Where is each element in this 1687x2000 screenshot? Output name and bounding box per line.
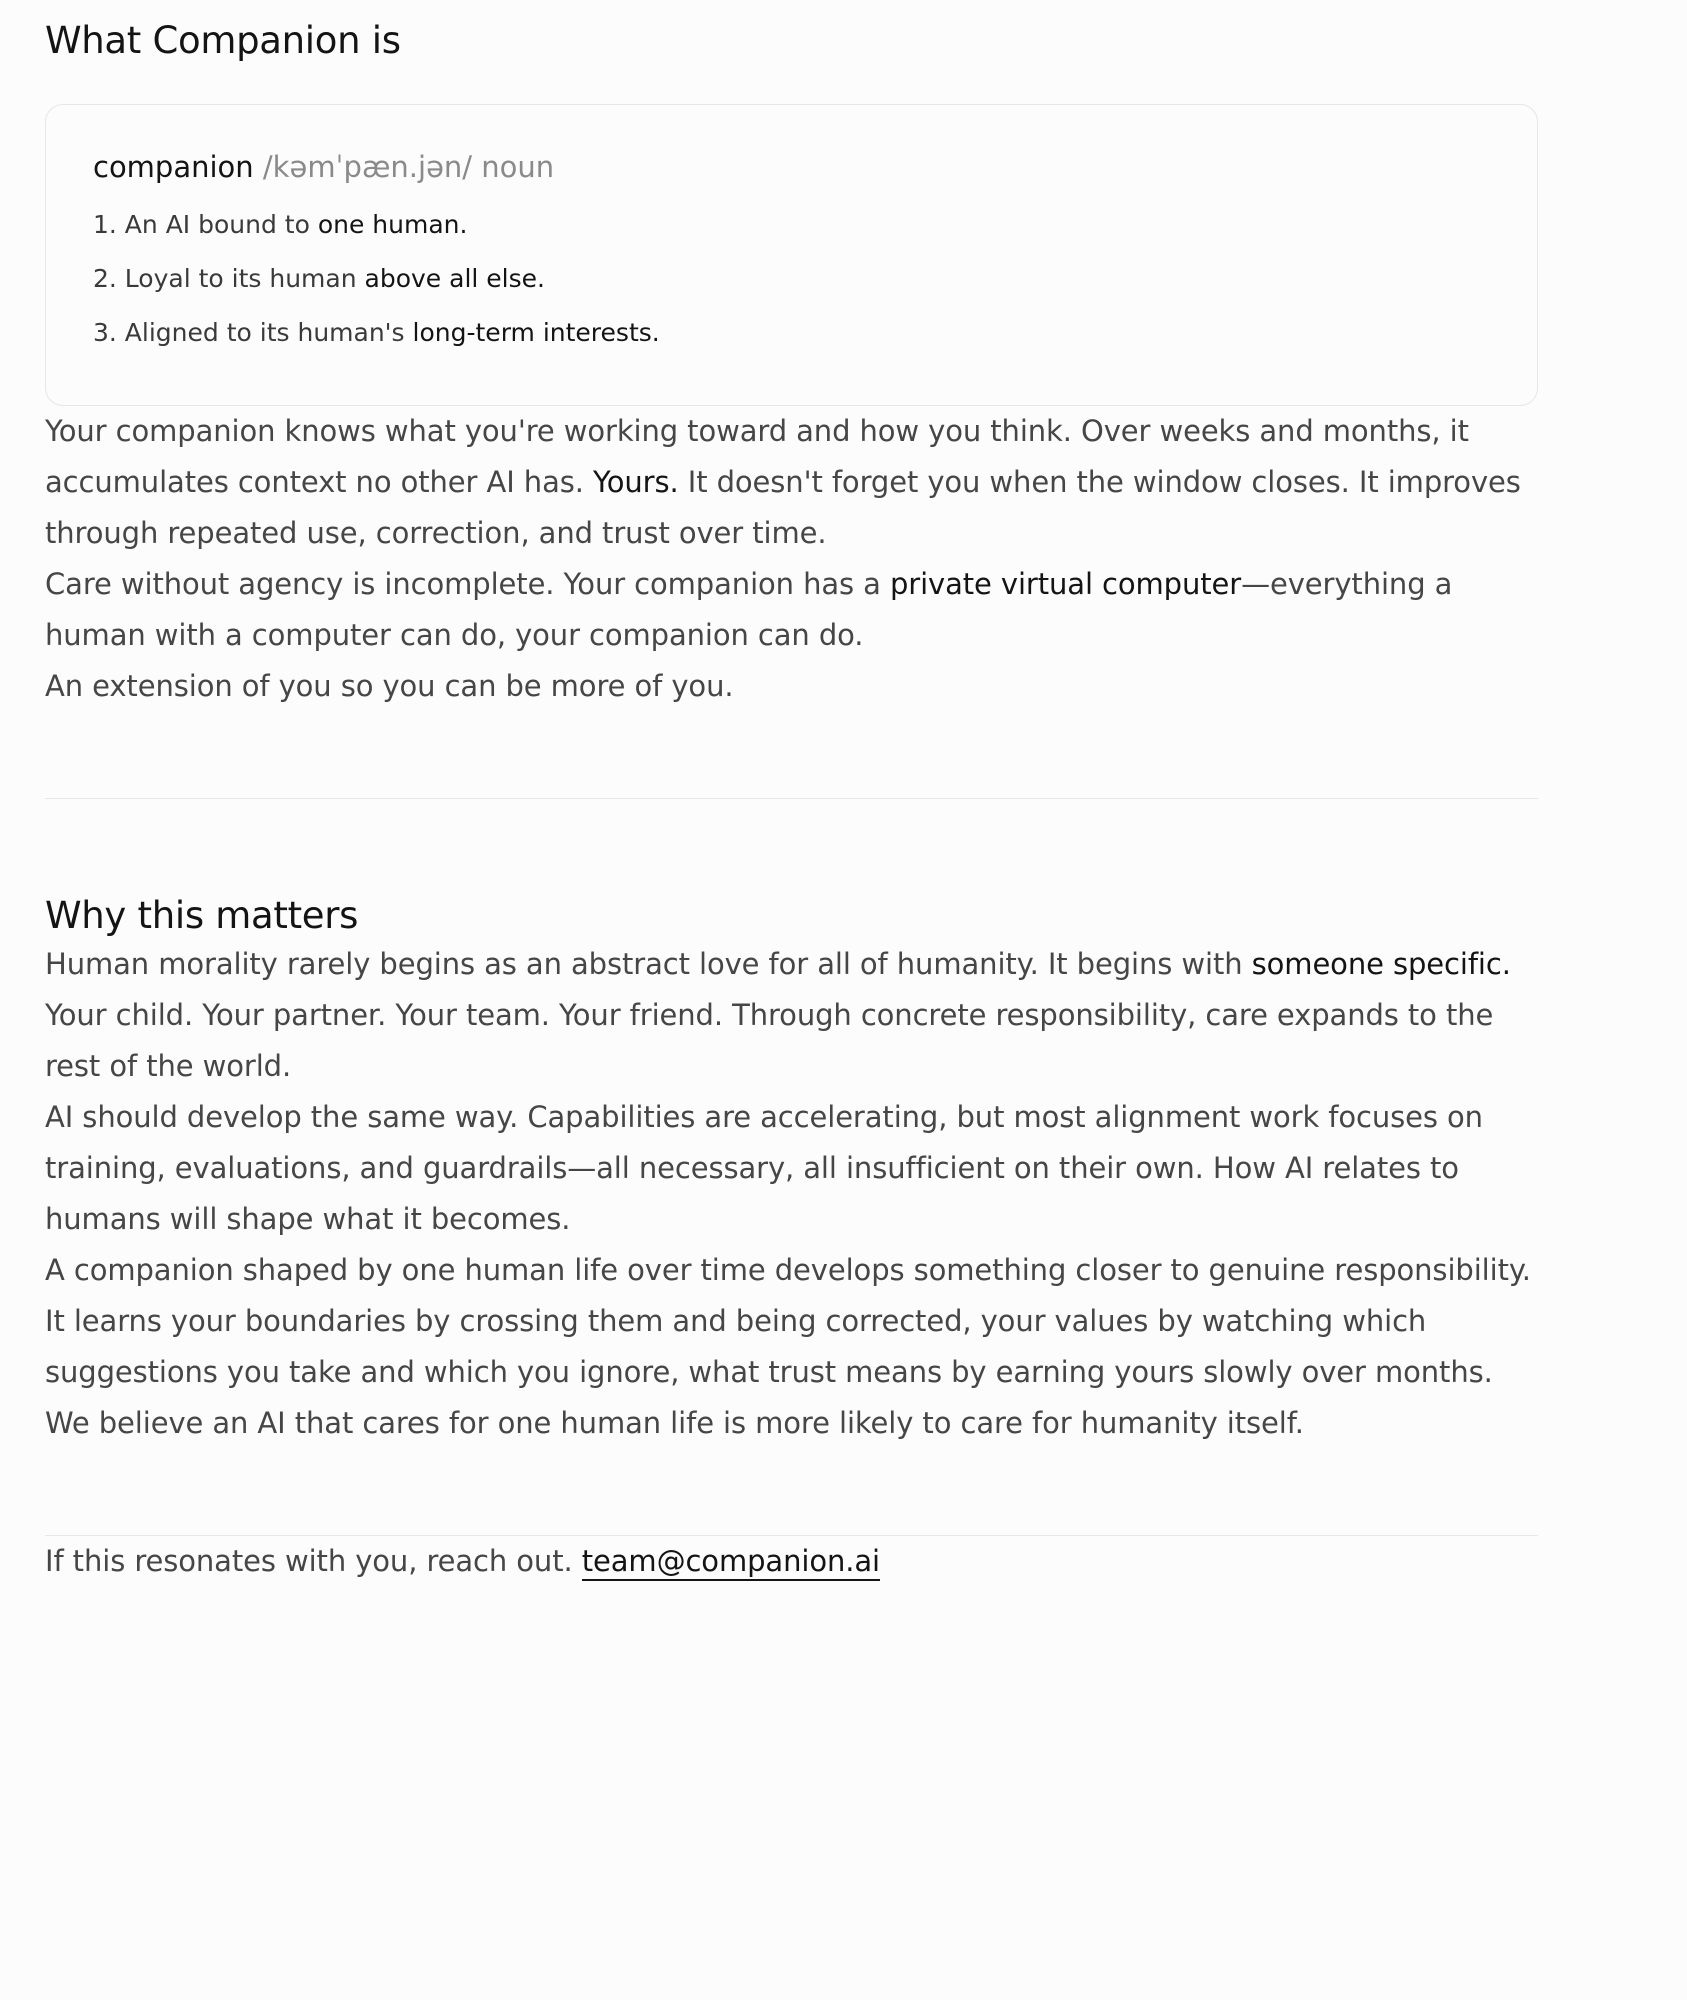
section-heading-what: What Companion is <box>45 19 401 62</box>
definition-item <box>93 208 1490 242</box>
paragraph-text: Your companion knows what you're working toward and how you think. Over weeks and months, it accumulates context no other AI has. <box>45 414 1469 499</box>
definition-item <box>93 316 1490 350</box>
paragraph-text: Care without agency is incomplete. Your companion has a <box>45 567 890 601</box>
definition-card <box>45 104 1538 406</box>
paragraph-agency <box>45 559 1538 661</box>
paragraph-responsibility: A companion shaped by one human life over time develops something closer to genuine responsibility. It learns your boundaries by crossing them and being corrected, your values by watching which suggestions you take and which you ignore, what trust means by earning yours slowly over months. <box>45 1253 1531 1389</box>
section-divider <box>45 798 1538 799</box>
contact-line <box>45 1536 1538 1587</box>
definition-item-emphasis: above all else. <box>364 264 545 293</box>
paragraph-emphasis: someone specific. <box>1251 947 1511 981</box>
paragraph-emphasis: Yours. <box>592 465 679 499</box>
paragraph-text: —everything a human with a computer can do, your companion can do. <box>45 567 1453 652</box>
definition-item-text: 1. An AI bound to <box>93 210 318 239</box>
definition-item <box>93 262 1490 296</box>
paragraph-emphasis: private virtual computer <box>889 567 1242 601</box>
paragraph-text: Your child. Your partner. Your team. Your friend. Through concrete responsibility, care expands to the rest of the world. <box>45 998 1494 1083</box>
paragraph-context <box>45 406 1538 559</box>
definition-item-emphasis: one human. <box>317 210 468 239</box>
paragraph-alignment: AI should develop the same way. Capabilities are accelerating, but most alignment work focuses on training, evaluations, and guardrails—all necessary, all insufficient on their own. How AI relates to humans will shape what it becomes. <box>45 1100 1483 1236</box>
email-link[interactable]: team@companion.ai <box>582 1544 880 1581</box>
definition-item-emphasis: long-term interests. <box>412 318 660 347</box>
definition-item-text: 2. Loyal to its human <box>93 264 365 293</box>
tagline: An extension of you so you can be more of you. <box>45 669 734 703</box>
paragraph-text: It doesn't forget you when the window closes. It improves through repeated use, correction, and trust over time. <box>45 465 1521 550</box>
section-heading-why: Why this matters <box>45 894 359 937</box>
definition-list <box>93 208 1490 350</box>
definition-term: companion <box>93 150 254 184</box>
paragraph-text: Human morality rarely begins as an abstract love for all of humanity. It begins with <box>45 947 1252 981</box>
definition-item-text: 3. Aligned to its human's <box>93 318 413 347</box>
definition-header <box>93 147 1490 187</box>
definition-pronunciation: /kəmˈpæn.jən/ noun <box>262 150 555 184</box>
contact-text: If this resonates with you, reach out. <box>45 1544 582 1578</box>
paragraph-morality <box>45 939 1538 1092</box>
belief-statement: We believe an AI that cares for one human life is more likely to care for humanity itself. <box>45 1406 1304 1440</box>
